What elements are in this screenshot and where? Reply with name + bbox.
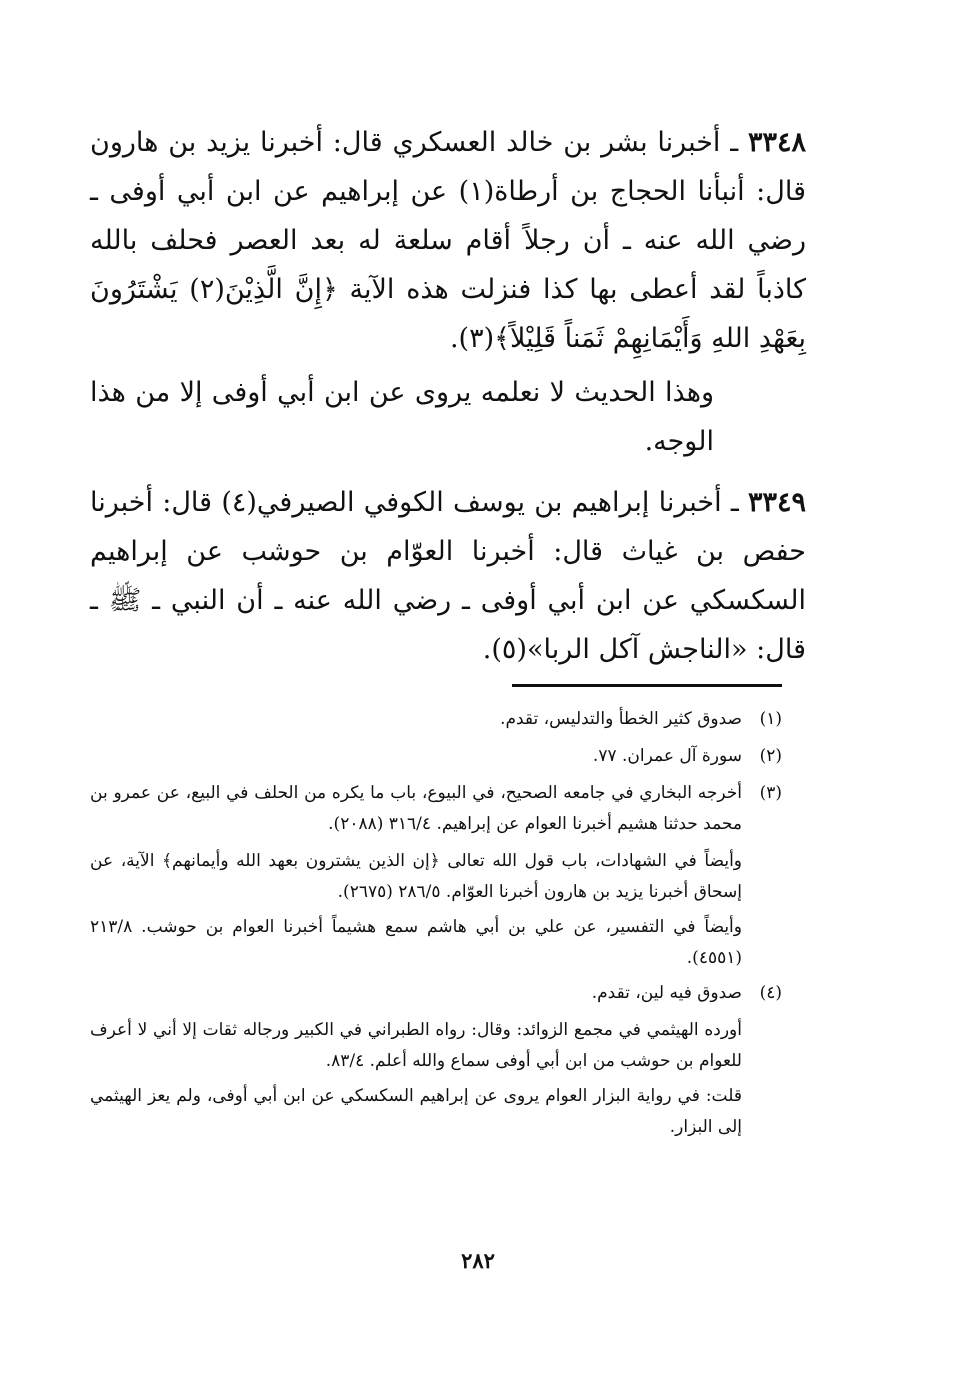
hadith-3348 (90, 118, 806, 363)
hadith-paragraph (90, 478, 806, 674)
hadith-paragraph (90, 118, 806, 363)
footnote-4-continued: قلت: في رواية البزار العوام يروى عن إبراهيم السكسكي عن ابن أبي أوفى، ولم يعز الهيثمي إلى البزار. (90, 1086, 742, 1137)
hadith-text: ـ أخبرنا إبراهيم بن يوسف الكوفي الصيرفي(٤) قال: أخبرنا حفص بن غياث قال: أخبرنا العوّام بن حوشب عن إبراهيم السكسكي عن ابن أبي أوفى ـ رضي الله عنه ـ أن النبي ـ ﷺ ـ قال: «الناجش آكل الربا»(٥). (90, 487, 806, 665)
footnote-text: أخرجه البخاري في جامعه الصحيح، في البيوع، باب ما يكره من الحلف في البيع، عن عمرو بن محمد حدثنا هشيم أخبرنا العوام عن إبراهيم. ٣١٦/٤ (٢٠٨٨). (90, 783, 742, 834)
footnote-separator (512, 684, 782, 687)
footnote-text: صدوق كثير الخطأ والتدليس، تقدم. (500, 709, 742, 729)
footnote-3-continued: وأيضاً في الشهادات، باب قول الله تعالى ﴿إن الذين يشترون بعهد الله وأيمانهم﴾ الآية، عن إسحاق أخبرنا يزيد بن هارون أخبرنا العوّام. ٢٨٦/٥ (٢٦٧٥). (90, 851, 742, 902)
footnote-text: سورة آل عمران. ٧٧. (592, 746, 742, 766)
hadith-3349 (90, 478, 806, 674)
footnote-1 (90, 704, 782, 735)
footnote-3-continued: وأيضاً في التفسير، عن علي بن أبي هاشم سمع هشيماً أخبرنا العوام بن حوشب. ٢١٣/٨ (٤٥٥١). (90, 917, 742, 968)
hadith-number: ٣٣٤٩ (747, 487, 806, 518)
hadith-number: ٣٣٤٨ (747, 127, 806, 158)
footnote-2 (90, 741, 782, 772)
hadith-text: ـ أخبرنا بشر بن خالد العسكري قال: أخبرنا يزيد بن هارون قال: أنبأنا الحجاج بن أرطاة(١) عن إبراهيم عن ابن أبي أوفى ـ رضي الله عنه ـ أن رجلاً أقام سلعة له بعد العصر فحلف بالله كاذباً لقد أعطى بها كذا فنزلت هذه الآية ﴿إِنَّ الَّذِيْنَ(٢) يَشْتَرُونَ بِعَهْدِ اللهِ وَأَيْمَانِهِمْ ثَمَناً قَلِيْلاً﴾(٣). (90, 127, 806, 354)
footnote-number: (٢) (759, 746, 782, 766)
footnote-text: صدوق فيه لين، تقدم. (591, 983, 742, 1003)
hadith-comment: وهذا الحديث لا نعلمه يروى عن ابن أبي أوفى إلا من هذا الوجه. (90, 377, 714, 457)
footnote-number: (٤) (759, 983, 782, 1003)
footnote-number: (٣) (759, 783, 782, 803)
footnotes (90, 704, 782, 1147)
footnote-4-continued: أورده الهيثمي في مجمع الزوائد: وقال: رواه الطبراني في الكبير ورجاله ثقات إلا أني لا أعرف للعوام بن حوشب من ابن أبي أوفى سماع والله أعلم. ٨٣/٤. (90, 1020, 742, 1071)
footnote-4 (90, 978, 782, 1009)
footnote-3 (90, 778, 782, 840)
page-number: ٢٨٢ (461, 1248, 495, 1273)
footnote-number: (١) (759, 709, 782, 729)
